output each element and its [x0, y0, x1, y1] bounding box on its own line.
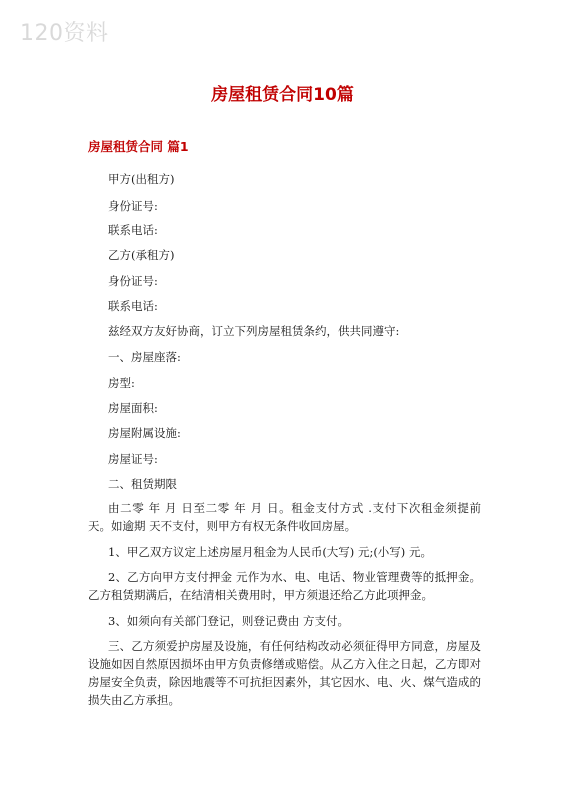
section-title: 房屋租赁合同 篇1 [88, 139, 189, 154]
paragraph-maintenance: 三、乙方须爱护房屋及设施，有任何结构改动必须征得甲方同意，房屋及设施如因自然原因损坏由甲方负责修缮或赔偿。从乙方入住之日起，乙方即对房屋安全负责，除因地震等不可抗拒因素外，其它因水、电、火、煤气造成的损失由乙方承担。 [88, 639, 481, 707]
agreement-intro: 兹经双方友好协商，订立下列房屋租赁条约，供共同遵守: [108, 324, 400, 338]
field-lessor: 甲方(出租方) [108, 172, 175, 186]
field-area: 房屋面积: [108, 401, 158, 415]
field-room-type: 房型: [108, 376, 135, 390]
field-lessee-phone: 联系电话: [108, 299, 158, 313]
paragraph-registration: 3、如须向有关部门登记，则登记费由 方支付。 [108, 614, 349, 628]
field-lessor-phone: 联系电话: [108, 223, 158, 237]
field-lessor-id: 身份证号: [108, 199, 158, 213]
field-lessee-id: 身份证号: [108, 274, 158, 288]
paragraph-term: 由二零 年 月 日至二零 年 月 日。租金支付方式 .支付下次租金须提前天。如逾期 天不支付，则甲方有权无条件收回房屋。 [88, 501, 481, 533]
field-facilities: 房屋附属设施: [108, 426, 181, 440]
field-certificate: 房屋证号: [108, 452, 158, 466]
watermark: 120资料 [20, 21, 109, 46]
paragraph-deposit: 2、乙方向甲方支付押金 元作为水、电、电话、物业管理费等的抵押金。乙方租赁期满后，在结清相关费用时，甲方须退还给乙方此项押金。 [88, 570, 481, 602]
document-title: 房屋租赁合同10篇 [211, 85, 354, 105]
clause-term-heading: 二、租赁期限 [108, 477, 177, 491]
field-lessee: 乙方(承租方) [108, 248, 175, 262]
paragraph-rent: 1、甲乙双方议定上述房屋月租金为人民币(大写) 元;(小写) 元。 [108, 545, 432, 559]
clause-location: 一、房屋座落: [108, 350, 181, 364]
